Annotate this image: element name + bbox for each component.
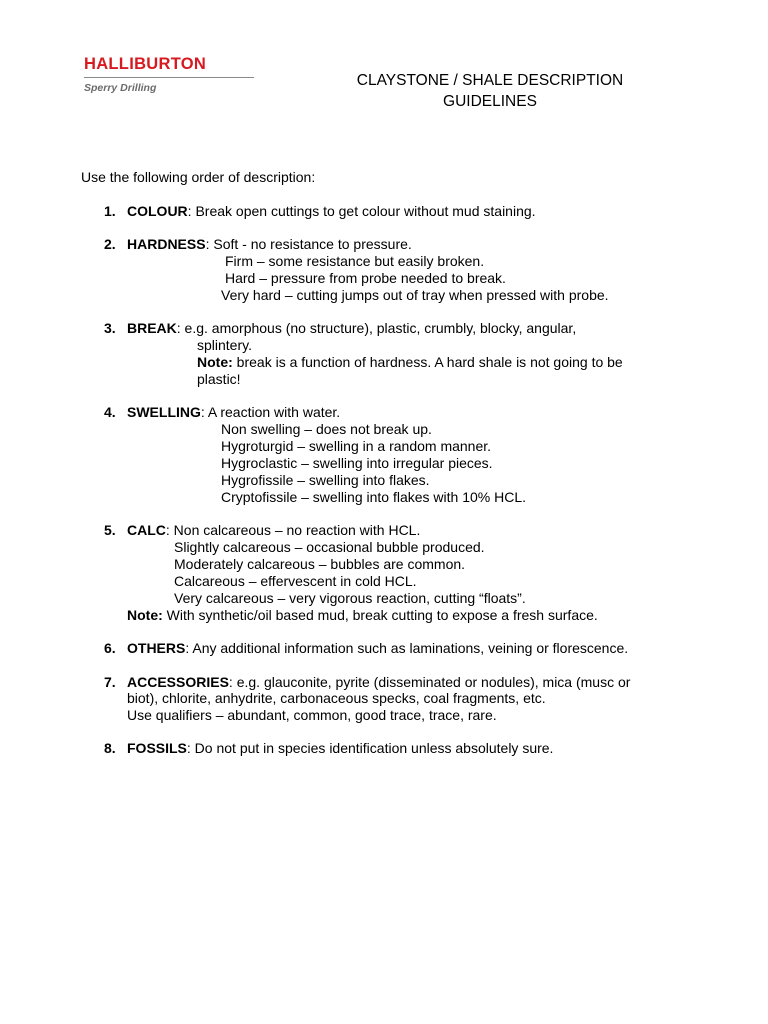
item-number: 3. xyxy=(104,320,116,336)
item-text xyxy=(127,236,412,253)
item-label: COLOUR xyxy=(127,203,188,219)
item-number: 6. xyxy=(104,640,116,656)
note-label: Note: xyxy=(197,354,233,370)
item-line: Firm – some resistance but easily broken. xyxy=(225,253,485,269)
item-line: : Break open cuttings to get colour without mud staining. xyxy=(187,203,536,219)
item-line: : e.g. glauconite, pyrite (disseminated or nodules), mica (musc or xyxy=(228,674,631,690)
item-text xyxy=(127,640,628,657)
item-line: Moderately calcareous – bubbles are common. xyxy=(174,556,466,572)
item-number: 4. xyxy=(104,404,116,420)
title-line-2: GUIDELINES xyxy=(443,93,537,110)
item-line: Hard – pressure from probe needed to break. xyxy=(225,270,506,286)
item-line: : Non calcareous – no reaction with HCL. xyxy=(165,522,421,538)
item-label: SWELLING xyxy=(127,404,201,420)
item-line: Calcareous – effervescent in cold HCL. xyxy=(174,573,417,589)
intro-text: Use the following order of description: xyxy=(81,169,316,185)
item-label: HARDNESS xyxy=(127,236,206,252)
item-line: Non swelling – does not break up. xyxy=(221,421,432,437)
note-line: plastic! xyxy=(197,371,241,387)
item-line: Slightly calcareous – occasional bubble produced. xyxy=(174,539,485,555)
item-label: CALC xyxy=(127,522,166,538)
item-number: 8. xyxy=(104,740,116,756)
item-label: BREAK xyxy=(127,320,177,336)
item-line: : Do not put in species identification unless absolutely sure. xyxy=(186,740,554,756)
item-line: Hygroturgid – swelling in a random manner. xyxy=(221,438,492,454)
item-note xyxy=(197,354,623,371)
item-line: Very calcareous – very vigorous reaction, cutting “floats”. xyxy=(174,590,526,606)
title-line-1: CLAYSTONE / SHALE DESCRIPTION xyxy=(356,72,624,89)
item-label: OTHERS xyxy=(127,640,186,656)
note-line: With synthetic/oil based mud, break cutting to expose a fresh surface. xyxy=(162,607,598,623)
item-line: : A reaction with water. xyxy=(200,404,341,420)
item-line: Cryptofissile – swelling into flakes with 10% HCL. xyxy=(221,489,527,505)
note-line: break is a function of hardness. A hard shale is not going to be xyxy=(232,354,623,370)
item-line: : Soft - no resistance to pressure. xyxy=(205,236,412,252)
item-text xyxy=(127,320,576,337)
item-line: Use qualifiers – abundant, common, good trace, trace, rare. xyxy=(127,707,497,723)
item-text xyxy=(127,203,536,220)
item-label: ACCESSORIES xyxy=(127,674,229,690)
logo-subtitle: Sperry Drilling xyxy=(84,82,157,94)
item-text xyxy=(127,674,630,691)
item-number: 5. xyxy=(104,522,116,538)
item-line: : Any additional information such as laminations, veining or florescence. xyxy=(185,640,629,656)
item-line: : e.g. amorphous (no structure), plastic, crumbly, blocky, angular, xyxy=(176,320,577,336)
item-line: Very hard – cutting jumps out of tray when pressed with probe. xyxy=(221,287,609,303)
logo-wordmark: HALLIBURTON xyxy=(84,55,207,73)
item-text xyxy=(127,404,340,421)
item-note xyxy=(127,607,598,624)
item-number: 2. xyxy=(104,236,116,252)
item-number: 1. xyxy=(104,203,116,219)
item-text xyxy=(127,740,553,757)
item-line: splintery. xyxy=(197,337,252,353)
item-line: biot), chlorite, anhydrite, carbonaceous specks, coal fragments, etc. xyxy=(127,690,546,706)
item-line: Hygrofissile – swelling into flakes. xyxy=(221,472,430,488)
item-line: Hygroclastic – swelling into irregular pieces. xyxy=(221,455,493,471)
note-label: Note: xyxy=(127,607,163,623)
item-label: FOSSILS xyxy=(127,740,187,756)
item-text xyxy=(127,522,420,539)
item-number: 7. xyxy=(104,674,116,690)
